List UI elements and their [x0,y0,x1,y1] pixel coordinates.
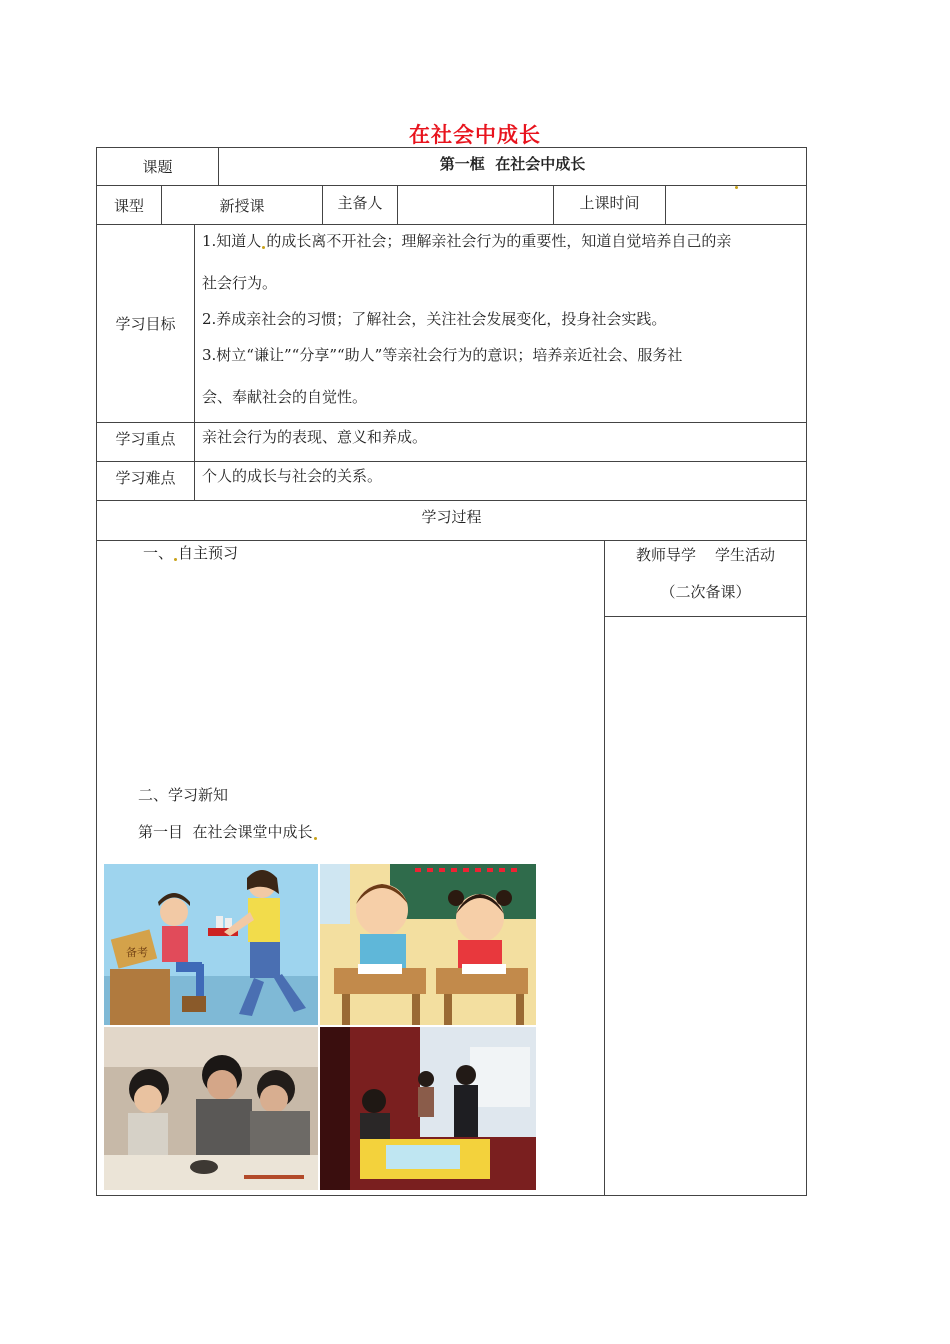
image-museum-visit [320,1027,536,1190]
type-value-cell [161,185,323,225]
teacher-guide-header-cell [604,540,807,617]
teacher-guide-title: 教师导学 学生活动 [635,546,776,564]
objective-line-1-cont: 社会行为。 [202,274,278,292]
key-point-label: 学习重点 [115,430,176,448]
topic-value: 第一框 在社会中成长 [439,155,586,173]
image-mother-serving-daughter [104,864,318,1025]
topic-value-cell [218,147,807,186]
time-label: 上课时间 [579,194,640,212]
objective-line-1: 1.知道人 的成长离不开社会；理解亲社会行为的重要性，知道自觉培养自己的亲 [202,232,732,250]
type-value: 新授课 [219,196,265,215]
topic-label-cell [96,147,219,186]
process-main-cell [96,540,605,1196]
objective-line-3: 3.树立“谦让”“分享”“助人”等亲社会行为的意识；培养亲近社会、服务社 [202,346,683,364]
author-value-cell[interactable] [397,185,554,225]
topic-label: 课题 [142,158,173,176]
difficulty-label-cell [96,461,195,501]
subsection-social-classroom: 第一目 在社会课堂中成长 [138,821,318,843]
type-label-cell [96,185,162,225]
objectives-label: 学习目标 [115,315,176,333]
difficulty-value-cell [194,461,807,501]
section-new-knowledge: 二、学习新知 [138,786,229,804]
type-label: 课型 [113,196,144,215]
time-value-cell[interactable] [665,185,807,225]
time-label-cell [553,185,666,225]
image-family-working-together [104,1027,318,1190]
section-self-study: 一、 自主预习 [143,544,239,562]
difficulty-value: 个人的成长与社会的关系。 [202,467,383,485]
teacher-notes-cell[interactable] [604,616,807,1196]
process-title-cell [96,500,807,541]
difficulty-label: 学习难点 [115,469,176,487]
document-title: 在社会中成长 [409,123,541,147]
book-label: 备考 [126,946,148,959]
key-point-label-cell [96,422,195,462]
image-classroom-students [320,864,536,1025]
second-prep-label: （二次备课） [660,583,751,601]
objectives-content-cell [194,224,807,423]
key-point-value-cell [194,422,807,462]
author-label-cell [322,185,398,225]
author-label: 主备人 [337,194,383,212]
mark-dot [735,186,738,189]
objective-line-2: 2.养成亲社会的习惯；了解社会，关注社会发展变化，投身社会实践。 [202,310,667,328]
process-title: 学习过程 [421,508,482,526]
key-point-value: 亲社会行为的表现、意义和养成。 [202,428,428,446]
objective-line-3-cont: 会、奉献社会的自觉性。 [202,388,368,406]
objectives-label-cell [96,224,195,423]
